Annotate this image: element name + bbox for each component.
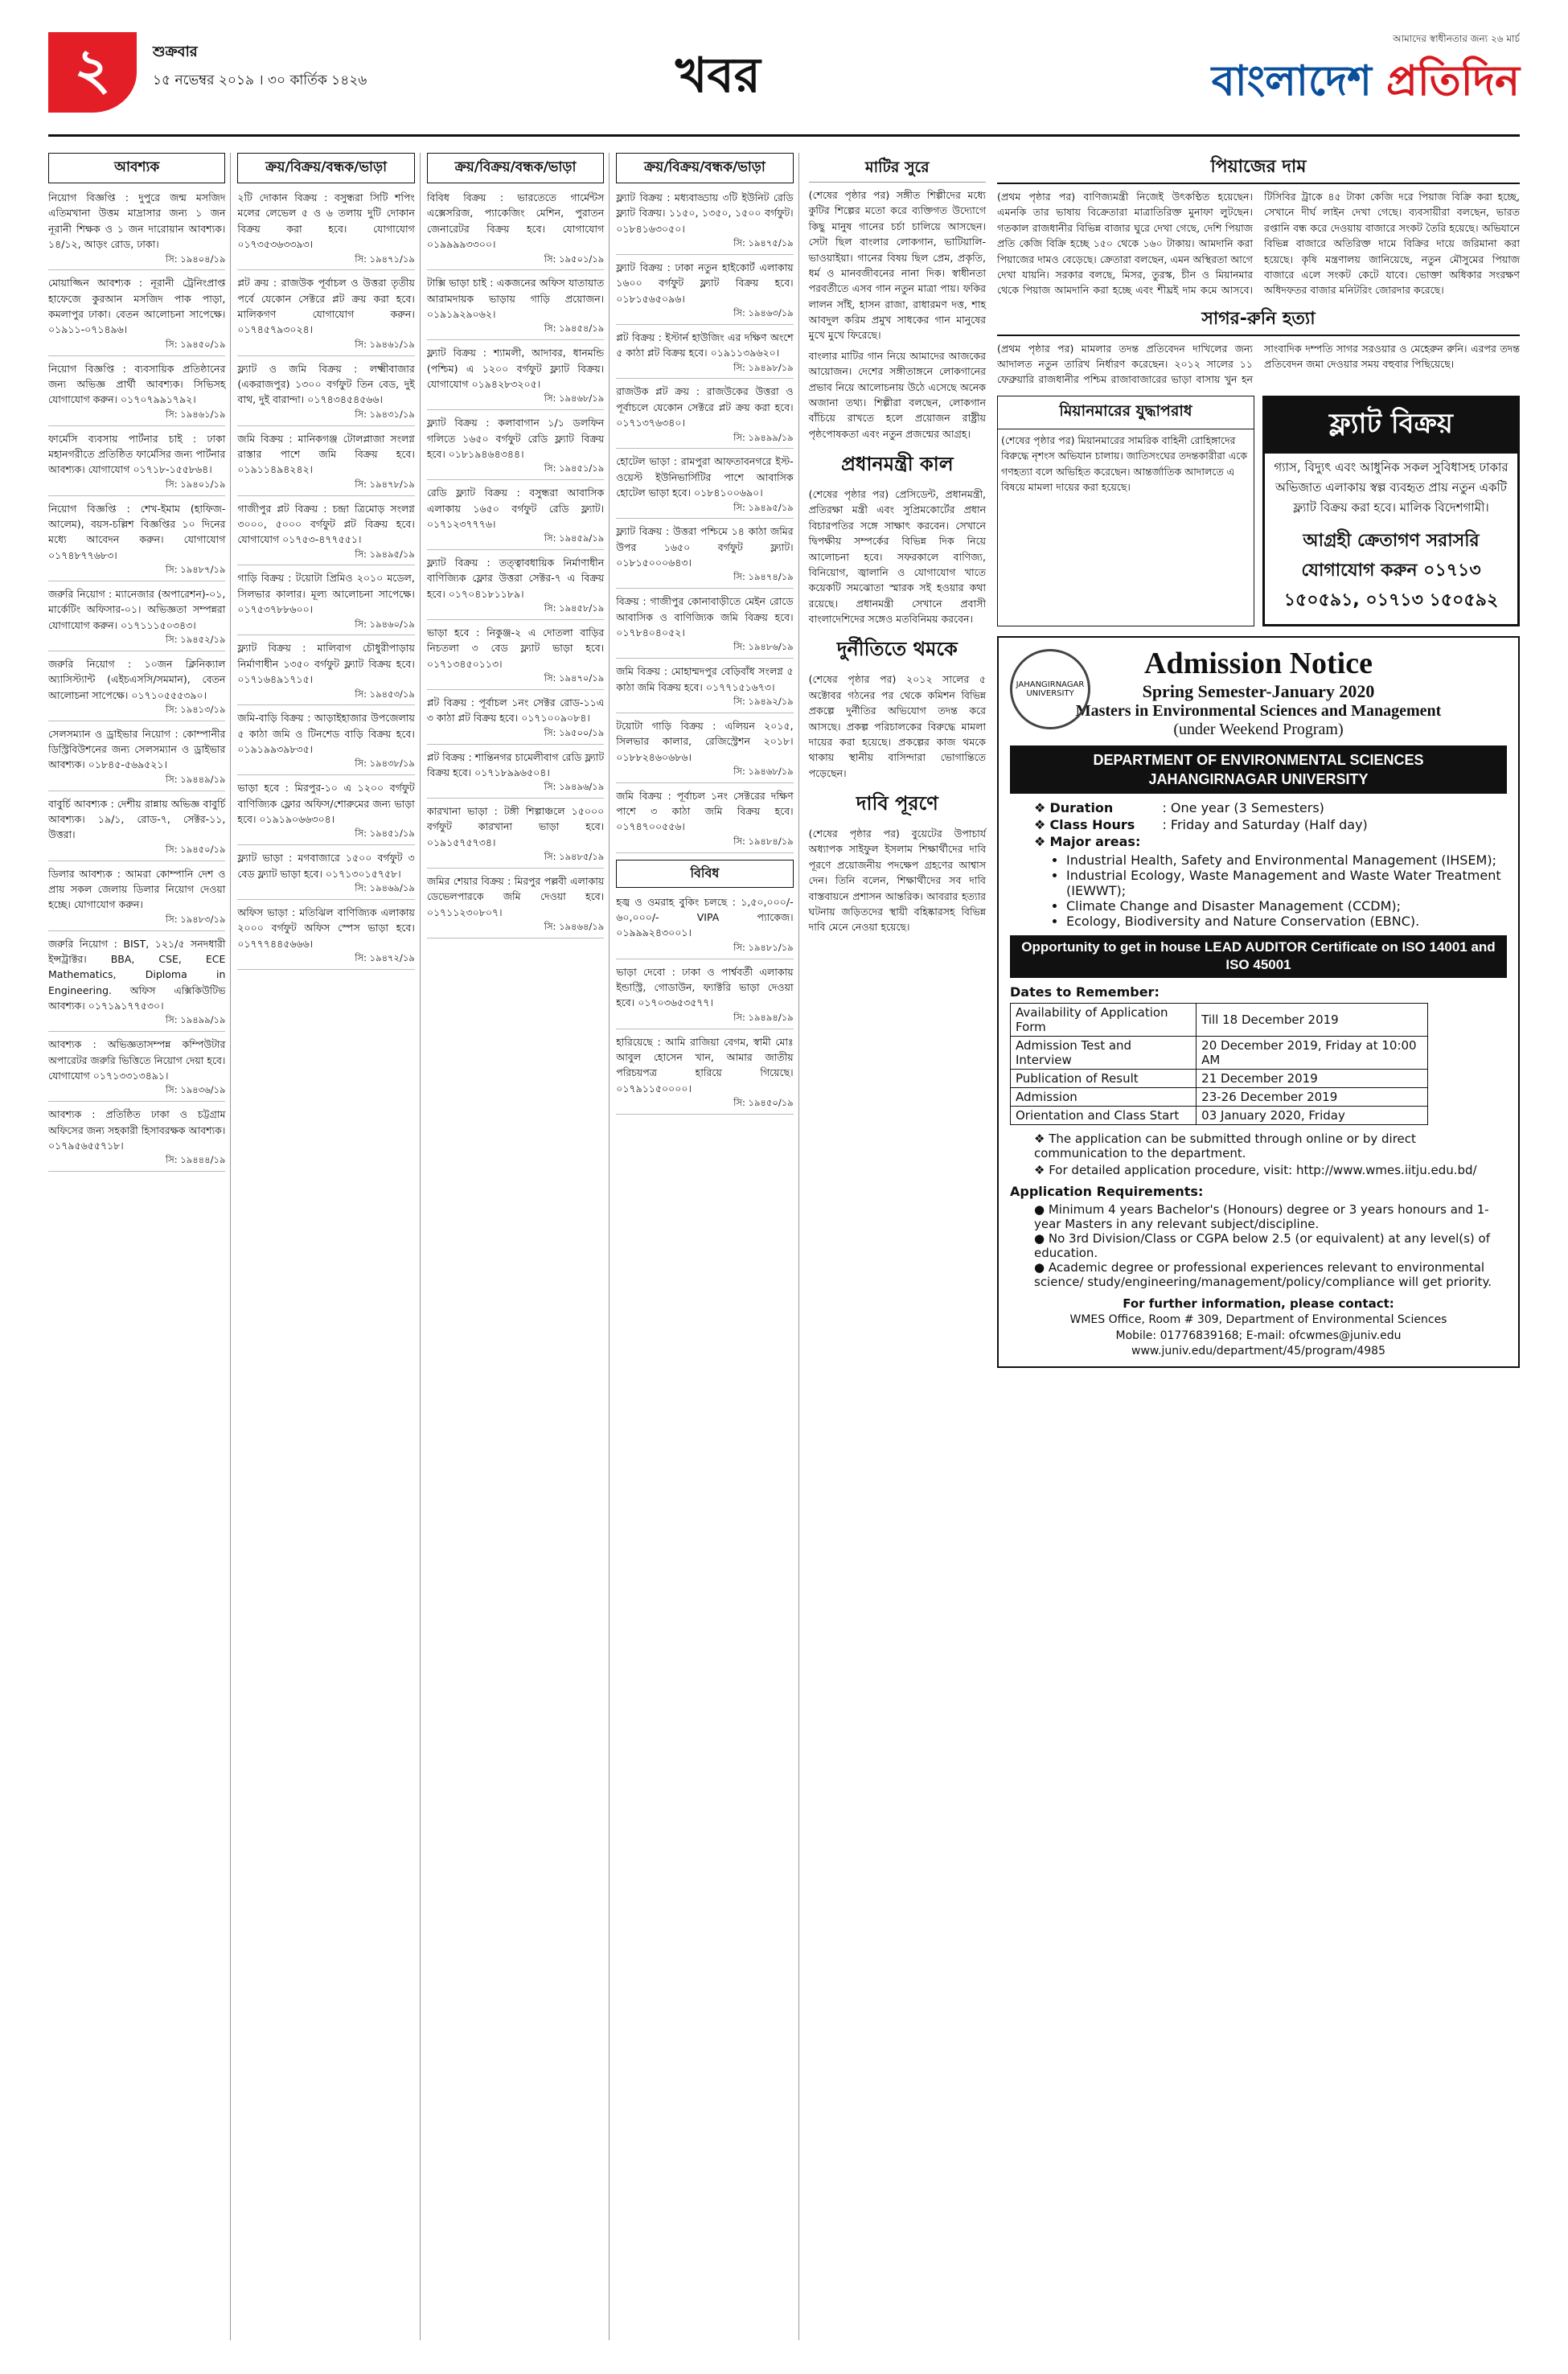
column-header: ক্রয়/বিক্রয়/বন্ধক/ভাড়া bbox=[616, 153, 793, 183]
classified-ad bbox=[237, 431, 414, 496]
department-name: DEPARTMENT OF ENVIRONMENTAL SCIENCES bbox=[1093, 751, 1424, 768]
date-value: 03 January 2020, Friday bbox=[1197, 1106, 1428, 1124]
university-name: JAHANGIRNAGAR UNIVERSITY bbox=[1148, 771, 1369, 788]
classified-ad bbox=[616, 384, 793, 449]
university-seal-icon: JAHANGIRNAGAR UNIVERSITY bbox=[1010, 649, 1090, 729]
ad-code: সি: ১৯৫০০/১৯ bbox=[427, 726, 604, 745]
page-number: ২ bbox=[48, 32, 137, 113]
classified-ad bbox=[48, 866, 225, 931]
date-label: Orientation and Class Start bbox=[1011, 1106, 1197, 1124]
ad-code: সি: ১৯৪৯৬/১৯ bbox=[427, 780, 604, 799]
column-kroy-bikroy-3 bbox=[616, 153, 798, 2340]
major-area-item: • Industrial Health, Safety and Environmental Management (IHSEM); bbox=[1066, 852, 1507, 868]
column-header: ক্রয়/বিক্রয়/বন্ধক/ভাড়া bbox=[237, 153, 414, 183]
classified-ad bbox=[427, 873, 604, 939]
ad-code: সি: ১৯৪০৪/১৯ bbox=[48, 253, 225, 271]
ad-text: বিক্রয় : গাজীপুর কোনাবাড়ীতে মেইন রোডে আবাসিক ও বাণিজ্যিক জমি বিক্রয় হবে। ০১৭৮৪০৪০৫২। bbox=[616, 595, 794, 639]
classified-ad bbox=[237, 361, 414, 426]
bibidh-list bbox=[616, 894, 793, 1115]
ad-code: সি: ১৯৪৯৯/১৯ bbox=[616, 431, 793, 450]
note-item: ❖ The application can be submitted through online or by direct communication to the department. bbox=[1034, 1131, 1416, 1160]
ad-row bbox=[997, 388, 1520, 626]
ad-text: ভাড়া হবে : নিকুঞ্জ-২ এ দোতলা বাড়ির নিচতলা ৩ বেড ফ্ল্যাট ভাড়া হবে। ০১৭১৩৪৫০১১৩। bbox=[426, 626, 605, 670]
ad-text: নিয়োগ বিজ্ঞপ্তি : শেখ-ইমাম (হাফিজ-আলেম), বয়স-চল্লিশ বিজ্ঞপ্তির ১০ দিনের মধ্যে আবেদন করুন। যোগাযোগ ০১৭৪৮৭৭৬৮৩। bbox=[48, 502, 226, 561]
classified-ad bbox=[427, 485, 604, 550]
news-paragraph: (শেষের পৃষ্ঠার পর) ২০১২ সালের ৫ অক্টোবর গঠনের পর থেকে কমিশন বিভিন্ন প্রকল্পে দুর্নীতির অভিযোগ তদন্ত করে আসছে। প্রকল্প পরিচালকের বিরুদ্ধে মামলা দায়ের করা হয়েছে। প্রকল্পের কাজ থমকে থাকায় স্থানীয় বাসিন্দারা ভোগান্তিতে পড়েছেন। bbox=[808, 673, 987, 779]
classified-ad bbox=[616, 894, 793, 959]
ad-code: সি: ১৯৪৫১/১৯ bbox=[237, 827, 414, 845]
classified-ad bbox=[616, 1034, 793, 1115]
ad-text: ২টি দোকান বিক্রয় : বসুন্ধরা সিটি শপিং মলের লেভেল ৫ ও ৬ তলায় দুটি দোকান বিক্রয় করা হবে। যোগাযোগ ০১৭৩৫৩৬৩৩৯৩। bbox=[237, 191, 415, 251]
flat-sale-headline: ফ্ল্যাট বিক্রয় bbox=[1265, 398, 1517, 454]
admission-notice bbox=[997, 636, 1520, 1368]
classified-ad bbox=[48, 1107, 225, 1172]
logo-part-a: বাংলাদেশ bbox=[1211, 56, 1387, 105]
ad-text: জরুরি নিয়োগ : BIST, ১২১/৫ সনদধারী ইন্সট্রাক্টর। BBA, CSE, ECE Mathematics, Diploma in Engineering. অফিস এক্সিকিউটিভ আবশ্যক। ০১৭১৯১৭৭৫৩০। bbox=[48, 937, 226, 1012]
ad-code: সি: ১৯৪৫১/১৯ bbox=[427, 462, 604, 480]
ad-text: অফিস ভাড়া : মতিঝিল বাণিজ্যিক এলাকায় ২০০০ বর্গফুট অফিস স্পেস ভাড়া হবে। ০১৭৭৭৪৪৫৬৬৬। bbox=[237, 906, 415, 950]
requirements-heading: Application Requirements: bbox=[1010, 1183, 1204, 1199]
ad-code: সি: ১৯৪৫০/১৯ bbox=[616, 1096, 793, 1115]
logo-part-b: প্রতিদিন bbox=[1386, 56, 1520, 105]
class-hours-row: ❖ Class Hours : Friday and Saturday (Half day) bbox=[1034, 817, 1368, 833]
major-areas-label: Major areas: bbox=[1049, 834, 1141, 850]
ad-text: প্লট বিক্রয় : পূর্বাচল ১নং সেক্টর রোড-১১এ ৩ কাঠা প্লট বিক্রয় হবে। ০১৭১০০৯০৮৪। bbox=[426, 696, 605, 725]
column-kroy-bikroy-2 bbox=[427, 153, 610, 2340]
news-head-matir-sure: মাটির সুরে bbox=[809, 156, 986, 183]
requirement-item: ● Minimum 4 years Bachelor's (Honours) degree or 3 years honours and 1-year Masters in any relevant subject/discipline. bbox=[1034, 1201, 1489, 1231]
news-head-dabi: দাবি পূরণে bbox=[856, 791, 938, 815]
column-header: ক্রয়/বিক্রয়/বন্ধক/ভাড়া bbox=[427, 153, 604, 183]
ad-text: জমি-বাড়ি বিক্রয় : আড়াইহাজার উপজেলায় ৫ কাঠা জমি ও টিনশেড বাড়ি বিক্রয় হবে। ০১৯১৯৯৩৯৮৩৫। bbox=[237, 712, 415, 756]
ad-text: ফার্মেসি ব্যবসায় পার্টনার চাই : ঢাকা মহানগরীতে প্রতিষ্ঠিত ফার্মেসির জন্য পার্টনার আবশ্যক। যোগাযোগ ০১৭১৮-১৫৫৮৬৪। bbox=[48, 432, 226, 476]
classified-ad bbox=[237, 850, 414, 900]
ad-code: সি: ১৯৪৭৪/১৯ bbox=[616, 570, 793, 589]
ad-text: প্লট বিক্রয় : ইস্টার্ন হাউজিং এর দক্ষিণ অংশে ৫ কাঠা প্লট বিক্রয় হবে। ০১৯১১৩৯৬২০। bbox=[616, 331, 794, 359]
ad-code: সি: ১৯৪৫৩/১৯ bbox=[237, 688, 414, 706]
ad-code: সি: ১৯৪৭১/১৯ bbox=[237, 253, 414, 271]
news-paragraph: (শেষের পৃষ্ঠার পর) বুয়েটের উপাচার্য অধ্যাপক সাইফুল ইসলাম শিক্ষার্থীদের দাবি পূরণে প্রয়োজনীয় পদক্ষেপ গ্রহণের আশ্বাস দেন। তিনি বলেন, শিক্ষার্থীদের সব দাবি বাস্তবায়নে প্রশাসন আন্তরিক। আবরার হত্যার ঘটনায় জড়িতদের স্থায়ী বহিষ্কারসহ বিভিন্ন দাবি মেনে নেওয়া হয়েছে। bbox=[808, 828, 987, 934]
dates-row bbox=[1011, 1106, 1428, 1124]
ad-text: প্লট বিক্রয় : শান্তিনগর চামেলীবাগ রেডি ফ্ল্যাট বিক্রয় হবে। ০১৭১৮৯৯৬৫০৪। bbox=[426, 750, 605, 778]
flat-sale-text: গ্যাস, বিদ্যুৎ এবং আধুনিক সকল সুবিধাসহ ঢাকার অভিজাত এলাকায় স্বল্প ব্যবহৃত প্রায় নতুন একটি ফ্ল্যাট বিক্রয় করা হবে। মালিক বিদেশগামী। bbox=[1274, 459, 1508, 515]
flat-sale-phone: আগ্রহী ক্রেতাগণ সরাসরি যোগাযোগ করুন ০১৭১৩ ১৫০৫৯১, ০১৭১৩ ১৫০৫৯২ bbox=[1283, 530, 1499, 610]
contact-office: WMES Office, Room # 309, Department of Environmental Sciences bbox=[1069, 1313, 1447, 1327]
classified-ad bbox=[48, 501, 225, 581]
ad-code: সি: ১৯৪৫৯/১৯ bbox=[427, 532, 604, 550]
note-item: ❖ For detailed application procedure, visit: http://www.wmes.iitju.edu.bd/ bbox=[1034, 1162, 1477, 1177]
department-banner bbox=[1010, 745, 1507, 795]
dates-table bbox=[1010, 1003, 1428, 1125]
ad-text: ফ্ল্যাট বিক্রয় : তত্ত্বাবধায়িক নির্মাণাধীন বাণিজ্যিক ফ্লোর উত্তরা সেক্টর-৭ এ বিক্রয় হবে। ০১৭০৪১৮১১৮৯। bbox=[426, 557, 605, 600]
myanmar-text: (শেষের পৃষ্ঠার পর) মিয়ানমারের সামরিক বাহিনী রোহিঙ্গাদের বিরুদ্ধে নৃশংস অভিযান চালায়। জাতিসংঘের তদন্তকারীরা একে গণহত্যা বলে অভিহিত করেছেন। আন্তর্জাতিক আদালতে এ বিষয়ে মামলা দায়ের করা হয়েছে। bbox=[1001, 433, 1247, 493]
ad-code: সি: ১৯৪৯৫/১৯ bbox=[616, 501, 793, 520]
duration-value: : One year (3 Semesters) bbox=[1162, 800, 1324, 816]
news-head-durniti: দুর্নীতিতে থমকে bbox=[836, 637, 958, 661]
ad-code: সি: ১৯৪৭২/১৯ bbox=[237, 951, 414, 970]
logo-name bbox=[1212, 48, 1520, 118]
ad-code: সি: ১৯৪৫৮/১৯ bbox=[427, 602, 604, 620]
date-label: Publication of Result bbox=[1011, 1069, 1197, 1087]
ad-text: ভাড়া হবে : মিরপুর-১০ এ ১২০০ বর্গফুট বাণিজ্যিক ফ্লোর অফিস/শোরুমের জন্য ভাড়া হবে। ০১৯১৯০৬৬৩০৪। bbox=[237, 782, 415, 825]
column-header: আবশ্যক bbox=[48, 153, 225, 183]
classified-ad bbox=[616, 788, 793, 853]
ad-text: জমি বিক্রয় : মোহাম্মদপুর বেড়িবাঁধ সংলগ্ন ৫ কাঠা জমি বিক্রয় হবে। ০১৭৭১৫১৬৭৩। bbox=[616, 665, 794, 693]
ad-code: সি: ১৯৪৪৯/১৯ bbox=[48, 773, 225, 791]
section-title: খবর bbox=[675, 47, 761, 104]
lead-auditor-banner: Opportunity to get in house LEAD AUDITOR Certificate on ISO 14001 and ISO 45001 bbox=[1010, 935, 1507, 977]
requirement-item: ● No 3rd Division/Class or CGPA below 2.5 (or equivalent) at any level(s) of education. bbox=[1034, 1230, 1491, 1260]
classified-ad bbox=[427, 555, 604, 620]
ad-code: সি: ১৯৪৬০/১৯ bbox=[237, 618, 414, 636]
ad-code: সি: ১৯৪৬৩/১৯ bbox=[616, 306, 793, 325]
ad-text: হজ্ব ও ওমরাহ বুকিং চলছে : ১,৫০,০০০/- ৬০,০০০/- VIPA প্যাকেজ। ০১৯৯৯২৪৩০০১। bbox=[616, 895, 794, 939]
classified-ad bbox=[237, 905, 414, 970]
newspaper-logo bbox=[1212, 32, 1520, 118]
admission-program: Masters in Environmental Sciences and Management bbox=[1075, 701, 1442, 720]
ad-code: সি: ১৯৪৬৯/১৯ bbox=[237, 881, 414, 900]
classified-ad bbox=[48, 275, 225, 355]
duration-row: ❖ Duration : One year (3 Semesters) bbox=[1034, 800, 1324, 816]
ad-text: ফ্ল্যাট ভাড়া : মগবাজারে ১৫০০ বর্গফুট ৩ বেড ফ্ল্যাট ভাড়া হবে। ০১৭১৩০১৫৭৫৮। bbox=[237, 852, 415, 880]
ad-text: ফ্ল্যাট বিক্রয় : উত্তরা পশ্চিমে ১৪ কাঠা জমির উপর ১৬৫০ বর্গফুট ফ্ল্যাট। ০১৮১৫০০০৬৪৩। bbox=[616, 525, 794, 569]
ad-code: সি: ১৯৪৫৪/১৯ bbox=[427, 322, 604, 340]
news-head-pm: প্রধানমন্ত্রী কাল bbox=[841, 452, 954, 475]
ad-code: সি: ১৯৪৪৪/১৯ bbox=[48, 1153, 225, 1172]
classified-ad bbox=[616, 663, 793, 713]
ad-code: সি: ১৯৪৮৫/১৯ bbox=[427, 850, 604, 869]
ad-code: সি: ১৯৪৯২/১৯ bbox=[616, 695, 793, 713]
contact-heading: For further information, please contact: bbox=[1123, 1296, 1394, 1311]
dateline bbox=[153, 40, 367, 92]
ad-text: রেডি ফ্ল্যাট বিক্রয় : বসুন্ধরা আবাসিক এলাকায় ১৬৫০ বর্গফুট রেডি ফ্ল্যাট। ০১৭১২৩৭৭৭৬। bbox=[426, 487, 605, 530]
ad-code: সি: ১৯৪৩৮/১৯ bbox=[237, 757, 414, 775]
classified-ad bbox=[48, 726, 225, 791]
date-label: Availability of Application Form bbox=[1011, 1003, 1197, 1036]
requirements-list bbox=[1034, 1202, 1507, 1289]
ad-code: সি: ১৯৪৭৫/১৯ bbox=[616, 236, 793, 255]
classified-ad bbox=[616, 594, 793, 659]
ad-code: সি: ১৯৪৬৪/১৯ bbox=[427, 920, 604, 939]
classified-ad bbox=[427, 190, 604, 270]
classified-ad bbox=[427, 275, 604, 340]
ad-code: সি: ১৯৪৩৬/১৯ bbox=[48, 1083, 225, 1102]
ad-code: সি: ১৯৪৯৮/১৯ bbox=[616, 361, 793, 380]
classified-ad bbox=[427, 803, 604, 869]
ad-code: সি: ১৯৪৮৬/১৯ bbox=[616, 640, 793, 659]
classified-ad bbox=[48, 656, 225, 721]
news-paragraph: বাংলার মাটির গান নিয়ে আমাদের আজকের আয়োজন। দেশের সঙ্গীতাঙ্গনে লোকগানের প্রভাব নিয়ে আলোচনায় উঠে এসেছে অনেক অজানা তথ্য। শিল্পীরা বলছেন, লোকগান বাঁচিয়ে রাখতে হলে প্রয়োজন রাষ্ট্রীয় পৃষ্ঠপোষকতা এবং নতুন প্রজন্মের আগ্রহ। bbox=[808, 349, 987, 440]
sagar-runi-headline: সাগর-রুনি হত্যা bbox=[997, 305, 1520, 336]
ad-text: বিবিধ বিক্রয় : ভারতেতে গার্মেন্টস এক্সেসরিজ, প্যাকেজিং মেশিন, পুরাতন জেনারেটর বিক্রয় হবে। যোগাযোগ ০১৯৯৯৯৩৩০০। bbox=[426, 191, 605, 251]
classified-ad bbox=[48, 1037, 225, 1102]
day: শুক্রবার bbox=[153, 43, 198, 60]
classified-ad bbox=[616, 524, 793, 589]
classified-ad bbox=[237, 710, 414, 775]
dates-row bbox=[1011, 1087, 1428, 1106]
date-value: 23-26 December 2019 bbox=[1197, 1087, 1428, 1106]
ad-text: হারিয়েছে : আমি রাজিয়া বেগম, স্বামী মোঃ আবুল হোসেন খান, আমার জাতীয় পরিচয়পত্র হারিয়ে গিয়েছে। ০১৭৯১১৫০০০০। bbox=[616, 1035, 794, 1095]
contact-mobile: Mobile: 01776839168; E-mail: ofcwmes@juniv.edu bbox=[1115, 1329, 1402, 1342]
ad-text: টাক্সি ভাড়া চাই : একজনের অফিস যাতায়াত আরামদায়ক ভাড়ায় গাড়ি প্রয়োজন। ০১৯১৯২৯০৬২। bbox=[426, 277, 605, 321]
ad-code: সি: ১৯৪৭৮/১৯ bbox=[237, 478, 414, 496]
classified-ad bbox=[237, 501, 414, 566]
ad-code: সি: ১৯৪৫০/১৯ bbox=[48, 338, 225, 356]
ad-code: সি: ১৯৪৫০/১৯ bbox=[48, 843, 225, 861]
ad-text: গাড়ি বিক্রয় : টয়োটা প্রিমিও ২০১০ মডেল, সিলভার কালার। মূল্য আলোচনা সাপেক্ষে। ০১৭৫৩৭৮৮৬০০। bbox=[237, 572, 415, 616]
column-news bbox=[806, 153, 989, 2340]
right-section bbox=[997, 153, 1520, 2340]
news-paragraph: (শেষের পৃষ্ঠার পর) প্রেসিডেন্ট, প্রধানমন্ত্রী, প্রতিরক্ষা মন্ত্রী এবং সুপ্রিমকোর্টের প্রধান বিচারপতির সঙ্গে সাক্ষাৎ করবেন। সেখানে দ্বিপক্ষীয় সম্পর্কের বিভিন্ন দিক নিয়ে আলোচনা হবে। সফরকালে বাণিজ্য, বিনিয়োগ, জ্বালানি ও যোগাযোগ খাতে কয়েকটি সমঝোতা স্মারক সই হওয়ার কথা রয়েছে। প্রধানমন্ত্রী সেখানে প্রবাসী বাংলাদেশিদের সঙ্গেও মতবিনিময় করবেন। bbox=[808, 488, 987, 625]
classified-ad bbox=[427, 750, 604, 799]
ad-text: জমির শেয়ার বিক্রয় : মিরপুর পল্লবী এলাকায় ডেভেলপারকে জমি দেওয়া হবে। ০১৭১১২৩০৮০৭। bbox=[426, 875, 605, 918]
ad-text: আবশ্যক : অভিজ্ঞতাসম্পন্ন কম্পিউটার অপারেটর জরুরি ভিত্তিতে নিয়োগ দেয়া হবে। যোগাযোগ ০১৭১৩৩১৩৪৯১। bbox=[48, 1038, 226, 1082]
ad-code: সি: ১৯৪৮৪/১৯ bbox=[616, 835, 793, 853]
ad-text: ফ্ল্যাট বিক্রয় : শ্যামলী, আদাবর, ধানমন্ডি (পশ্চিম) এ ১২০০ বর্গফুট ফ্ল্যাট বিক্রয়। যোগাযোগ ০১৯৪২৮৩২০৫। bbox=[426, 347, 605, 390]
date-value: Till 18 December 2019 bbox=[1197, 1003, 1428, 1036]
major-area-item: • Climate Change and Disaster Management (CCDM); bbox=[1066, 898, 1507, 914]
ad-code: সি: ১৯৪৬৮/১৯ bbox=[427, 392, 604, 410]
ad-code: সি: ১৯৫০১/১৯ bbox=[427, 253, 604, 271]
ad-code: সি: ১৯৪১৩/১৯ bbox=[48, 703, 225, 721]
date-label: Admission Test and Interview bbox=[1011, 1036, 1197, 1069]
classified-ad bbox=[616, 260, 793, 325]
ad-text: ফ্ল্যাট বিক্রয় : মধ্যবাড্ডায় ৩টি ইউনিট রেডি ফ্ল্যাট বিক্রয়। ১১৫০, ১৩৫০, ১৫০০ বর্গফুট। ০১৮৪১৬৩০৫০। bbox=[616, 191, 794, 235]
ad-text: আবশ্যক : প্রতিষ্ঠিত ঢাকা ও চট্টগ্রাম অফিসের জন্য সহকারী হিসাবরক্ষক আবশ্যক। ০১৭৯৫৬৫৫৭১৮। bbox=[48, 1108, 226, 1152]
ad-text: হোটেল ভাড়া : রামপুরা আফতাবনগরে ইস্ট-ওয়েস্ট ইউনিভার্সিটির পাশে আবাসিক হোটেল ভাড়া হবে। ০১৮৪১০০৬৯০। bbox=[616, 455, 794, 499]
classified-ad bbox=[48, 936, 225, 1033]
ad-code: সি: ১৯৪৮৩/১৯ bbox=[48, 913, 225, 931]
onion-price-text: (প্রথম পৃষ্ঠার পর) বাণিজ্যমন্ত্রী নিজেই উৎকণ্ঠিত হয়েছেন। এমনকি তার ভাষায় বিক্রেতারা মাত্রাতিরিক্ত মুনাফা লুটছেন। গতকাল রাজধানীর বিভিন্ন বাজার ঘুরে দেখা গেছে, দেশি পিয়াজ প্রতি কেজি বিক্রি হচ্ছে ১৫০ থেকে ১৬০ টাকায়। আমদানি করা পিয়াজের দামও বেড়েছে। ক্রেতারা বলছেন, এমন অস্থিরতা আগে দেখা যায়নি। সরকার বলছে, মিসর, তুরস্ক, চীন ও মিয়ানমার থেকে পিয়াজ আমদানি করা হচ্ছে এবং শীঘ্রই দাম কমে আসবে। টিসিবির ট্রাকে ৪৫ টাকা কেজি দরে পিয়াজ বিক্রি করা হচ্ছে, সেখানে দীর্ঘ লাইন দেখা গেছে। ব্যবসায়ীরা বলছেন, ভারত রপ্তানি বন্ধ করে দেওয়ায় বাজারে সংকট তৈরি হয়েছে। অভিযানে বিভিন্ন বাজারে অতিরিক্ত দামে বিক্রির দায়ে জরিমানা করা হয়েছে। কৃষি মন্ত্রণালয় জানিয়েছে, নতুন মৌসুমের পিয়াজ বাজারে এলে সংকট কেটে যাবে। ভোক্তা অধিকার সংরক্ষণ অধিদফতর বাজার মনিটরিং জোরদার করেছে। bbox=[997, 191, 1520, 297]
ad-text: জরুরি নিয়োগ : ম্যানেজার (অপারেশন)-০১, মার্কেটিং অফিসার-০১। অভিজ্ঞতা সম্পন্নরা যোগাযোগ করুন। ০১৭১১১৫০৩৪৩। bbox=[48, 587, 226, 631]
classified-ad bbox=[237, 640, 414, 705]
requirement-item: ● Academic degree or professional experiences relevant to environmental science/ study/engineering/management/policy/compliance will get priority. bbox=[1034, 1259, 1492, 1289]
classified-ad bbox=[48, 796, 225, 861]
myanmar-headline: মিয়ানমারের যুদ্ধাপরাধ bbox=[998, 396, 1254, 429]
ad-text: ডিলার আবশ্যক : আমরা কোম্পানি দেশ ও প্রায় সকল জেলায় ডিলার নিয়োগ দেওয়া হচ্ছে। যোগাযোগ করুন। bbox=[48, 867, 226, 911]
ad-text: বাবুর্চি আবশ্যক : দেশীয় রান্নায় অভিজ্ঞ বাবুর্চি আবশ্যক। ১৯/১, রোড-৭, সেক্টর-১১, উত্তরা। bbox=[48, 797, 226, 841]
onion-price-headline: পিয়াজের দাম bbox=[997, 153, 1520, 184]
column-kroy-bikroy-1 bbox=[237, 153, 420, 2340]
classified-ad bbox=[427, 625, 604, 690]
class-hours-value: : Friday and Saturday (Half day) bbox=[1162, 817, 1368, 833]
dates-row bbox=[1011, 1003, 1428, 1036]
sagar-runi-text: (প্রথম পৃষ্ঠার পর) মামলার তদন্ত প্রতিবেদন দাখিলের জন্য আদালত নতুন তারিখ নির্ধারণ করেছেন। ২০১২ সালের ১১ ফেব্রুয়ারি রাজধানীর পশ্চিম রাজাবাজারের ভাড়া বাসায় খুন হন সাংবাদিক দম্পতি সাগর সরওয়ার ও মেহেরুন রুনি। এরপর তদন্ত প্রতিবেদন জমা দেওয়ার সময় বহুবার পিছিয়েছে। bbox=[997, 342, 1520, 386]
column-abashyak bbox=[48, 153, 231, 2340]
classified-ad bbox=[48, 190, 225, 270]
application-notes bbox=[1034, 1132, 1507, 1177]
program-details bbox=[1034, 800, 1507, 849]
classified-ad bbox=[616, 190, 793, 255]
classified-columns bbox=[48, 153, 989, 2340]
ad-text: জরুরি নিয়োগ : ১০জন ক্লিনিক্যাল অ্যাসিস্ট্যান্ট (এইচএসসি/সমমান), বেতন আলোচনা সাপেক্ষে। ০১৭১০৫৫৫৩৯০। bbox=[48, 657, 226, 701]
admission-title: Admission Notice bbox=[1144, 646, 1373, 680]
classified-ad bbox=[48, 361, 225, 426]
bibidh-header: বিবিধ bbox=[616, 860, 793, 888]
ad-code: সি: ১৯৪৯৫/১৯ bbox=[237, 548, 414, 566]
major-areas-list bbox=[1066, 852, 1507, 929]
myanmar-box bbox=[997, 396, 1254, 626]
ad-code: সি: ১৯৪৬১/১৯ bbox=[48, 408, 225, 426]
ad-code: সি: ১৯৪৬১/১৯ bbox=[237, 338, 414, 356]
class-hours-label: Class Hours bbox=[1049, 817, 1135, 833]
ad-code: সি: ১৯৪৯৯/১৯ bbox=[48, 1013, 225, 1032]
ad-code: সি: ১৯৪৫২/১৯ bbox=[48, 633, 225, 651]
contact-website: www.juniv.edu/department/45/program/4985 bbox=[1131, 1345, 1385, 1358]
contact-block bbox=[1010, 1296, 1507, 1360]
ad-code: সি: ১৯৪৭০/১৯ bbox=[427, 672, 604, 690]
ad-text: ফ্ল্যাট বিক্রয় : মালিবাগ চৌধুরীপাড়ায় নির্মাণাধীন ১৩৫০ বর্গফুট ফ্ল্যাট বিক্রয় হবে। ০১৭১৬৪৯১৭১৫। bbox=[237, 642, 415, 686]
classified-ad bbox=[48, 586, 225, 651]
duration-label: Duration bbox=[1049, 800, 1114, 816]
news-paragraph: (শেষের পৃষ্ঠার পর) সঙ্গীত শিল্পীদের মধ্যে কুটির শিল্পের মতো করে ব্যক্তিগত উদ্যোগে কিছু মানুষ গানের চর্চা চালিয়ে আসছেন। সেটা ছিল বাংলার লোকগান, ভাটিয়ালি-ভাওয়াইয়া। গানের বিষয় ছিল প্রেম, প্রকৃতি, ধর্ম ও মানবজীবনের নানা দিক। স্বাধীনতা পরবর্তীতে এসব গান নতুন মাত্রা পায়। ফকির লালন সাঁই, হাসন রাজা, রাধারমণ দত্ত, শাহ আবদুল করিম প্রমুখ সাধকের গান মানুষের মুখে মুখে ফিরেছে। bbox=[808, 189, 987, 342]
ad-text: টয়োটা গাড়ি বিক্রয় : এলিয়ন ২০১৫, সিলভার কালার, রেজিস্ট্রেশন ২০১৮। ০১৮৮২৪৬০৬৮৬। bbox=[616, 719, 794, 763]
ad-code: সি: ১৯৪৮১/১৯ bbox=[616, 941, 793, 959]
classified-ad bbox=[427, 415, 604, 480]
major-area-item: • Ecology, Biodiversity and Nature Conservation (EBNC). bbox=[1066, 914, 1507, 929]
classified-ad bbox=[237, 780, 414, 845]
dates-row bbox=[1011, 1036, 1428, 1069]
date-label: Admission bbox=[1011, 1087, 1197, 1106]
ad-text: নিয়োগ বিজ্ঞপ্তি : ব্যবসায়িক প্রতিষ্ঠানের জন্য অভিজ্ঞ প্রার্থী আবশ্যক। সিভিসহ যোগাযোগ করুন। ০১৭০৭৯৯১৭৯২। bbox=[48, 362, 226, 406]
classified-ad bbox=[237, 570, 414, 635]
dates-heading: Dates to Remember: bbox=[1010, 984, 1160, 1000]
ad-text: প্লট ক্রয় : রাজউক পূর্বাচল ও উত্তরা তৃতীয় পর্বে যেকোন সেক্টরে প্লট ক্রয় করা হবে। মালিকগণ যোগাযোগ করুন। ০১৭৪৫৭৯৩০২৪। bbox=[237, 277, 415, 336]
ad-text: নিয়োগ বিজ্ঞপ্তি : দুপুরে জন্ম মসজিদ এতিমখানা উত্তম মাদ্রাসার জন্য ১ জন নূরানী শিক্ষক ও ১ জন দারোয়ান আবশ্যক। ১৪/১২, আড়ং রোড, ঢাকা। bbox=[48, 191, 226, 251]
ad-text: কারখানা ভাড়া : টঙ্গী শিল্পাঞ্চলে ১৫০০০ বর্গফুট কারখানা ভাড়া হবে। ০১৯১৫৭৫৭৩৪। bbox=[426, 805, 605, 848]
ad-text: গাজীপুর প্লট বিক্রয় : চন্দ্রা ত্রিমোড় সংলগ্ন ৩০০০, ৫০০০ বর্গফুট প্লট বিক্রয় হবে। যোগাযোগ ০১৭৫৩-৪৭৭৫৫১। bbox=[237, 502, 415, 546]
date-value: 20 December 2019, Friday at 10:00 AM bbox=[1197, 1036, 1428, 1069]
classified-ad bbox=[237, 190, 414, 270]
ad-text: জমি বিক্রয় : পূর্বাচল ১নং সেক্টরের দক্ষিণ পাশে ৩ কাঠা জমি বিক্রয় হবে। ০১৭৪৭০০৫৫৬। bbox=[616, 789, 794, 833]
ads-list bbox=[616, 190, 793, 853]
admission-weekend: (under Weekend Program) bbox=[1173, 720, 1344, 738]
ad-code: সি: ১৯৪৮৭/১৯ bbox=[48, 563, 225, 581]
classified-ad bbox=[616, 454, 793, 519]
classified-ad bbox=[237, 275, 414, 355]
logo-tagline: আমাদের স্বাধীনতার জন্য ২৬ মার্চ bbox=[1393, 33, 1520, 44]
classified-ad bbox=[616, 964, 793, 1029]
major-area-item: • Industrial Ecology, Waste Management and Waste Water Treatment (IEWWT); bbox=[1066, 868, 1507, 898]
ad-text: জমি বিক্রয় : মানিকগঞ্জ টোলপ্লাজা সংলগ্ন রাস্তার পাশে জমি বিক্রয় হবে। ০১৯১১৪৯৪২৪২। bbox=[237, 432, 415, 476]
ad-text: রাজউক প্লট ক্রয় : রাজউকের উত্তরা ও পূর্বাচলে যেকোন সেক্টরে প্লট ক্রয় করা হবে। ০১৭১৩৭৬৩৪০। bbox=[616, 385, 794, 429]
ad-text: সেলসম্যান ও ড্রাইভার নিয়োগ : কোম্পানীর ডিস্ট্রিবিউশনের জন্য সেলসম্যান ও ড্রাইভার আবশ্যক। ০১৮৪৫-৫৬৯৫২১। bbox=[48, 727, 226, 771]
classified-ad bbox=[48, 431, 225, 496]
masthead bbox=[48, 24, 1520, 137]
dates-row bbox=[1011, 1069, 1428, 1087]
flat-sale-ad bbox=[1262, 396, 1520, 626]
major-areas-row: ❖ Major areas: bbox=[1034, 834, 1507, 849]
ad-code: সি: ১৯৪০১/১৯ bbox=[48, 478, 225, 496]
ad-text: ফ্ল্যাট বিক্রয় : কলাবাগান ১/১ ডলফিন গলিতে ১৬৫০ বর্গফুট রেডি ফ্ল্যাট বিক্রয় হবে। ০১৮১৯৪৬৪৩৪৪। bbox=[426, 417, 605, 460]
ad-text: ফ্ল্যাট বিক্রয় : ঢাকা নতুন হাইকোর্ট এলাকায় ১৬০০ বর্গফুট ফ্ল্যাট বিক্রয় হবে। ০১৮১৫৬৫০৯৬। bbox=[616, 261, 794, 305]
ad-code: সি: ১৯৪৬৮/১৯ bbox=[616, 765, 793, 783]
ad-text: ভাড়া দেবো : ঢাকা ও পার্শ্ববর্তী এলাকায় ইন্ডাস্ট্রি, গোডাউন, ফ্যাক্টরি ভাড়া দেওয়া হবে। ০১৭০৩৬৫৩৫৭৭। bbox=[616, 965, 794, 1009]
admission-semester: Spring Semester-January 2020 bbox=[1142, 680, 1375, 701]
ad-code: সি: ১৯৪৯৪/১৯ bbox=[616, 1011, 793, 1029]
ad-text: ফ্ল্যাট ও জমি বিক্রয় : লক্ষ্মীবাজার (একরাজপুর) ১৩০০ বর্গফুট তিন বেড, দুই বাথ, দুই বারান্দা। ০১৭৪৩৪৫৪৫৬৬। bbox=[237, 362, 415, 406]
date-value: 21 December 2019 bbox=[1197, 1069, 1428, 1087]
classified-ad bbox=[616, 330, 793, 380]
date: ১৫ নভেম্বর ২০১৯ । ৩০ কার্তিক ১৪২৬ bbox=[153, 72, 367, 88]
classified-ad bbox=[427, 345, 604, 410]
ad-text: মোয়াজ্জিন আবশ্যক : নূরানী ট্রেনিংপ্রাপ্ত হাফেজে কুরআন মসজিদ পাক পাড়া, কমলাপুর ঢাকা। বেতন আলোচনা সাপেক্ষে। ০১৯১১-০৭১৪৯৬। bbox=[48, 277, 226, 336]
classified-ad bbox=[427, 695, 604, 745]
ad-code: সি: ১৯৪৩১/১৯ bbox=[237, 408, 414, 426]
classified-ad bbox=[616, 718, 793, 783]
